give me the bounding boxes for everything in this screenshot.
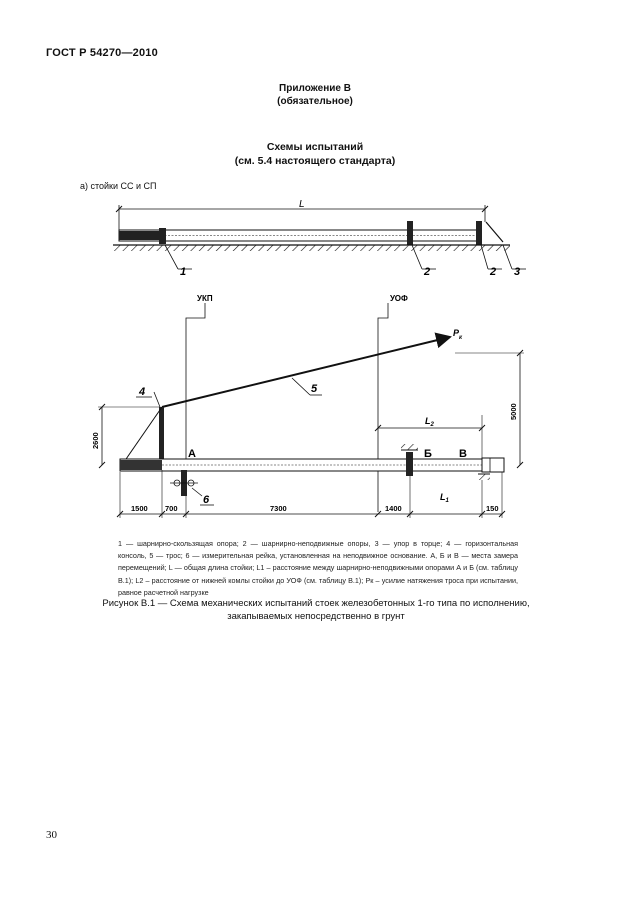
point-b: Б	[424, 448, 432, 460]
support-1	[159, 228, 166, 244]
ukp-marker	[186, 303, 205, 460]
end-stop-3	[486, 222, 503, 242]
callout-4: 4	[139, 386, 146, 398]
diagram-b	[91, 294, 524, 518]
cable-5	[162, 337, 450, 407]
diagram-a-subtitle: а) стойки СС и СП	[80, 181, 157, 191]
dim-150: 150	[486, 504, 499, 513]
figure-caption: Рисунок В.1 — Схема механических испытаний стоек железобетонных 1-го типа по исполнению, закапываемых непосредственно в грунт	[102, 598, 530, 622]
support-b	[406, 452, 413, 476]
point-v: В	[459, 448, 467, 460]
uof-marker	[378, 303, 388, 512]
standard-header: ГОСТ Р 54270—2010	[46, 47, 158, 59]
support-2b	[476, 221, 482, 245]
height-2600: 2600	[91, 432, 100, 449]
callout-6: 6	[203, 494, 210, 506]
point-a: А	[188, 448, 196, 460]
l1-label: $L_1$	[440, 492, 449, 504]
appendix-title: Приложение В	[279, 83, 351, 94]
callout-5: 5	[311, 383, 318, 395]
dim-700: 700	[165, 504, 178, 513]
figure-legend: 1 — шарнирно-скользящая опора; 2 — шарнирно-неподвижные опоры, 3 — упор в торце; 4 — горизонтальная консоль, 5 — трос; 6 — измерительная рейка, установленная на неподвижное основание. А, Б и В — места замера перемещений; L — общая длина стойки; L1 – расстояние между шарнирно-неподвижными опорами А и Б (см. таблицу В.1); L2 – расстояние от нижней комлы стойки до УОФ (см. таблицу В.1); Pк – усилие натяжения троса при испытании, равное расчетной нагрузке	[118, 539, 518, 597]
dim-7300: 7300	[270, 504, 287, 513]
dim-1500: 1500	[131, 504, 148, 513]
l2-label: $L_2$	[425, 416, 434, 428]
section-reference: (см. 5.4 настоящего стандарта)	[234, 155, 396, 167]
diagram-a	[113, 199, 526, 278]
callout-1: 1	[180, 266, 187, 278]
callout-2a: 2	[424, 266, 431, 278]
appendix-status: (обязательное)	[277, 96, 353, 107]
ukp-label: УКП	[197, 294, 213, 303]
force-label: $P_к$	[453, 328, 463, 341]
page-number: 30	[46, 829, 57, 841]
end-cap-b	[482, 458, 504, 472]
height-5000: 5000	[509, 403, 518, 420]
section-title: Схемы испытаний	[266, 141, 364, 153]
console-brace	[124, 407, 162, 462]
uof-label: УОФ	[390, 294, 408, 303]
length-label: L	[299, 199, 305, 210]
support-2a	[407, 221, 413, 245]
callout-3: 3	[514, 266, 521, 278]
dim-1400: 1400	[385, 504, 402, 513]
callout-2b: 2	[490, 266, 497, 278]
console-4	[159, 407, 164, 465]
